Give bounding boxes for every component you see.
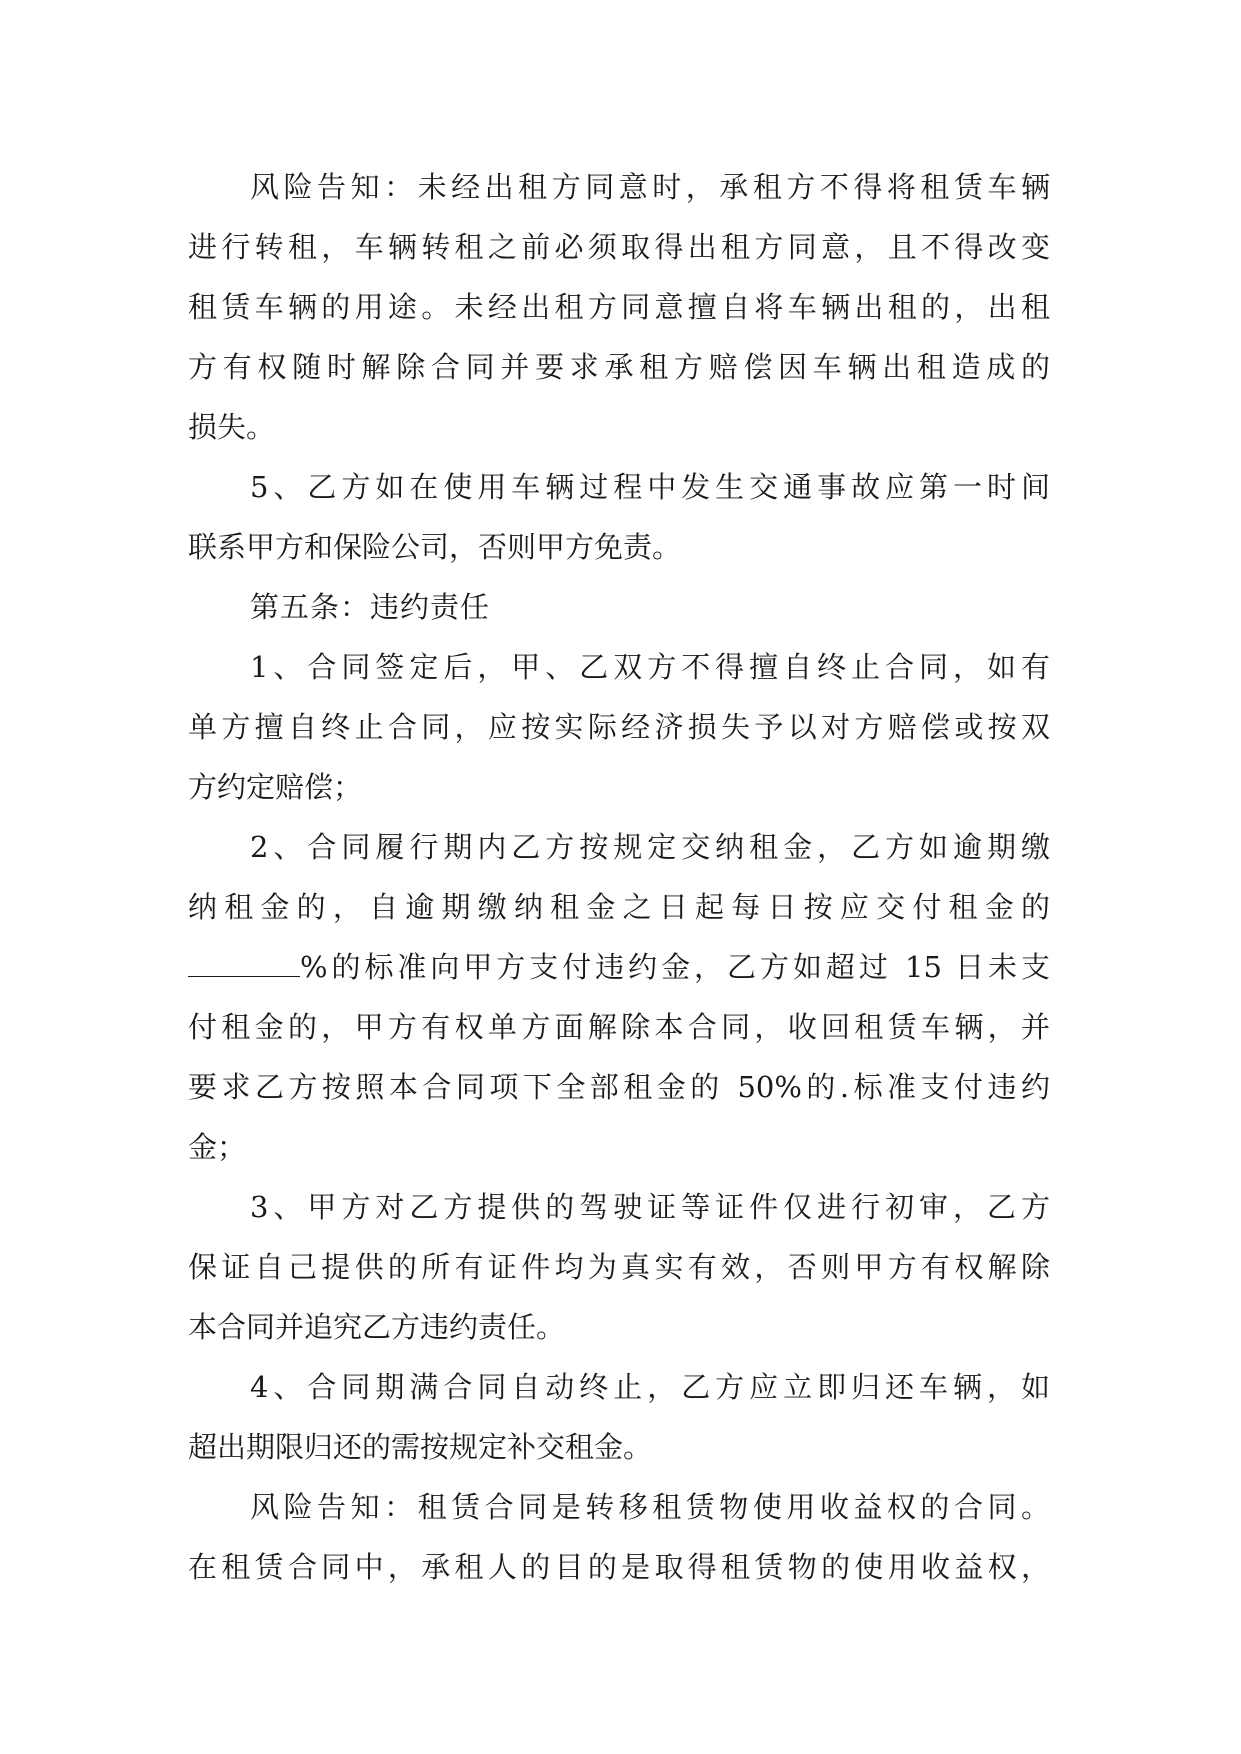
paragraph-line: 付租金的，甲方有权单方面解除本合同，收回租赁车辆，并 [188, 1010, 1050, 1044]
paragraph-risk-notice-1 [188, 157, 1050, 457]
paragraph-breach-1 [188, 637, 1050, 817]
paragraph-line: 在租赁合同中，承租人的目的是取得租赁物的使用收益权， [188, 1550, 1050, 1584]
fill-in-blank [188, 946, 300, 977]
article-heading: 第五条：违约责任 [250, 590, 491, 624]
paragraph-line: 风险告知：租赁合同是转移租赁物使用收益权的合同。 [250, 1490, 1050, 1524]
paragraph-line: 联系甲方和保险公司，否则甲方免责。 [188, 530, 682, 564]
paragraph-line: 1、合同签定后，甲、乙双方不得擅自终止合同，如有 [250, 650, 1050, 684]
paragraph-line: 方有权随时解除合同并要求承租方赔偿因车辆出租造成的 [188, 350, 1050, 384]
paragraph-breach-2 [188, 817, 1050, 1177]
paragraph-line: 风险告知：未经出租方同意时，承租方不得将租赁车辆 [250, 170, 1050, 204]
paragraph-line: 3、甲方对乙方提供的驾驶证等证件仅进行初审，乙方 [250, 1190, 1050, 1224]
paragraph-line: 方约定赔偿； [188, 770, 363, 804]
paragraph-line: 要求乙方按照本合同项下全部租金的 50%的.标准支付违约 [188, 1070, 1050, 1104]
paragraph-line: 4、合同期满合同自动终止，乙方应立即归还车辆，如 [250, 1370, 1050, 1404]
paragraph-line-with-blank [188, 937, 1050, 997]
paragraph-line: 单方擅自终止合同，应按实际经济损失予以对方赔偿或按双 [188, 710, 1050, 744]
paragraph-line: 租赁车辆的用途。未经出租方同意擅自将车辆出租的，出租 [188, 290, 1050, 324]
paragraph-item-5 [188, 457, 1050, 577]
paragraph-line: 保证自己提供的所有证件均为真实有效，否则甲方有权解除 [188, 1250, 1050, 1284]
paragraph-line: 纳租金的，自逾期缴纳租金之日起每日按应交付租金的 [188, 890, 1050, 924]
paragraph-line: 进行转租，车辆转租之前必须取得出租方同意，且不得改变 [188, 230, 1050, 264]
paragraph-line: 本合同并追究乙方违约责任。 [188, 1310, 566, 1344]
document-body [188, 157, 1050, 1597]
paragraph-line-text: %的标准向甲方支付违约金，乙方如超过 15 日未支 [300, 950, 1050, 984]
paragraph-risk-notice-2 [188, 1477, 1050, 1597]
paragraph-line: 超出期限归还的需按规定补交租金。 [188, 1430, 653, 1464]
paragraph-line: 损失。 [188, 410, 276, 444]
paragraph-breach-3 [188, 1177, 1050, 1357]
paragraph-line: 2、合同履行期内乙方按规定交纳租金，乙方如逾期缴 [250, 830, 1050, 864]
paragraph-breach-4 [188, 1357, 1050, 1477]
paragraph-line: 5、乙方如在使用车辆过程中发生交通事故应第一时间 [250, 470, 1050, 504]
paragraph-line: 金； [188, 1130, 247, 1164]
